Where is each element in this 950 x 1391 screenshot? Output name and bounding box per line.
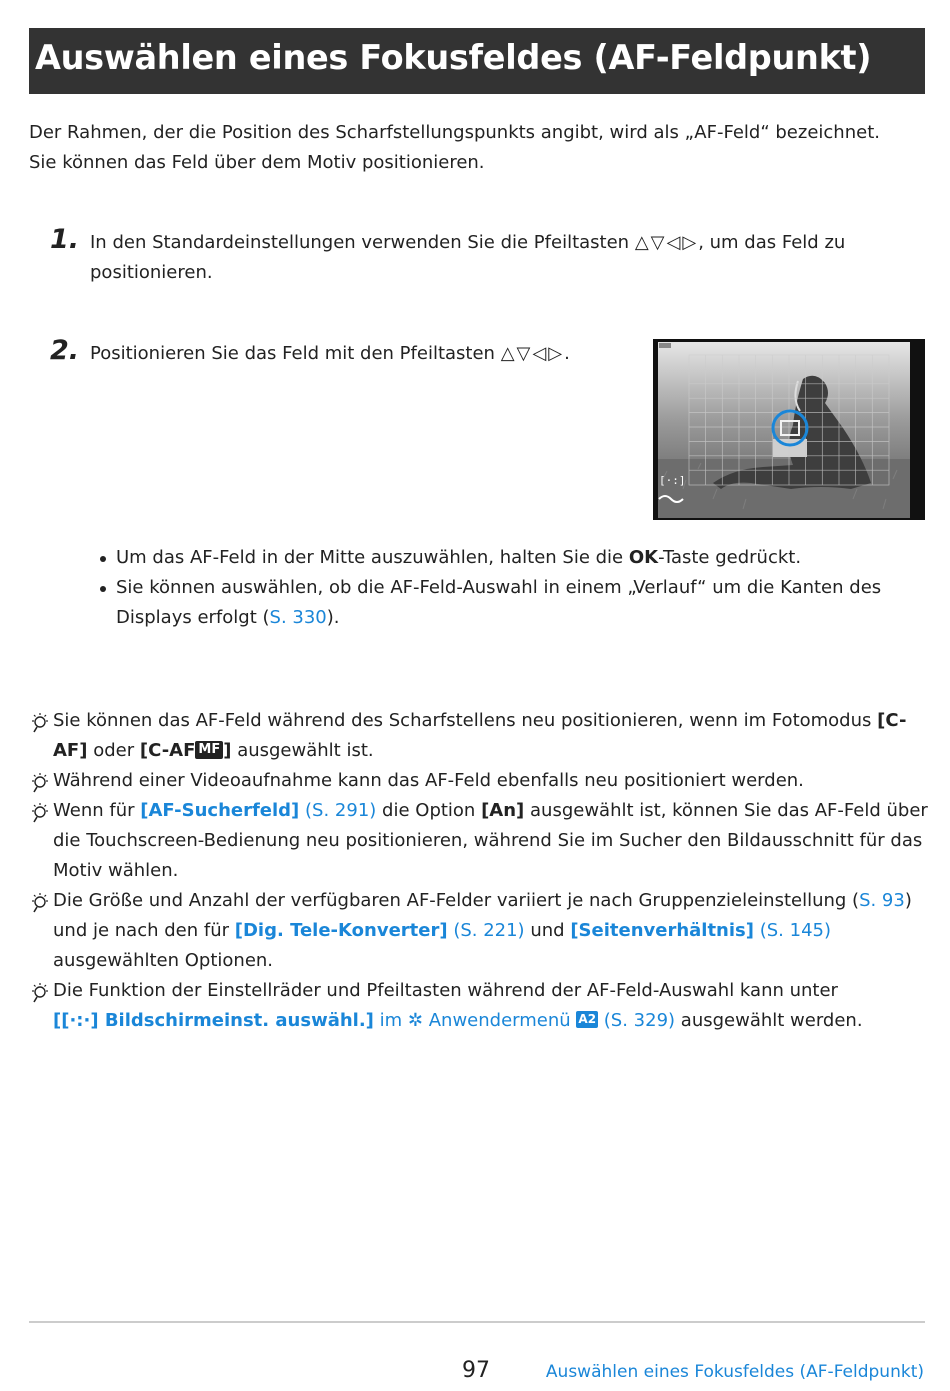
im-text: im — [379, 1010, 403, 1031]
tip-2 — [29, 766, 929, 796]
svg-text:[·:]: [·:] — [659, 474, 686, 487]
tip-icon — [29, 892, 51, 914]
page-link[interactable]: (S. 329) — [603, 1010, 676, 1031]
step-2-text-a: Positionieren Sie das Feld mit den Pfeiltasten — [90, 343, 495, 364]
step-1-text-c: positionieren. — [90, 262, 213, 283]
tip-icon — [29, 802, 51, 824]
list-item — [98, 573, 898, 633]
step-2-text — [90, 339, 630, 369]
c-af-mf-label: [C-AF — [139, 740, 196, 761]
tip-icon — [29, 982, 51, 1004]
tip-5 — [29, 976, 929, 1036]
tip-1 — [29, 706, 929, 766]
tip-3-text-c: ausgewählt ist, können Sie das AF-Feld über die Touchscreen-Bedienung neu positionieren, während Sie im Sucher den Bildausschnitt für das Motiv wählen. — [53, 800, 928, 881]
gear-icon: ✲ — [407, 1010, 423, 1031]
tip-3 — [29, 796, 929, 886]
title-bar — [29, 28, 925, 94]
arrow-keys-icon: △▽◁▷ — [500, 343, 565, 364]
bullet-1-text-b: -Taste gedrückt. — [658, 547, 802, 568]
tip-3-text-b: die Option — [382, 800, 476, 821]
step-1-number: 1. — [50, 224, 80, 255]
page-link[interactable]: S. 93 — [859, 890, 905, 911]
tip-1-text-b: oder — [93, 740, 135, 761]
tip-4-text-c: und — [530, 920, 565, 941]
bullet-2-text: Sie können auswählen, ob die AF-Feld-Auswahl in einem „Verlauf“ um die Kanten des Displays erfolgt ( — [116, 577, 882, 628]
anwendermenue-link[interactable]: Anwendermenü — [428, 1010, 571, 1031]
ok-key-label: OK — [628, 547, 659, 568]
tip-4-text-d: ausgewählten Optionen. — [53, 950, 274, 971]
tip-4 — [29, 886, 929, 976]
page-title: Auswählen eines Fokusfeldes (AF-Feldpunkt) — [35, 38, 872, 77]
arrow-keys-icon: △▽◁▷ — [634, 232, 699, 253]
tip-5-text: Die Funktion der Einstellräder und Pfeiltasten während der AF-Feld-Auswahl kann unter — [53, 980, 838, 1001]
c-af-label: [C-AF] — [53, 710, 907, 761]
page-link[interactable]: (S. 291) — [305, 800, 377, 821]
bullet-list — [98, 543, 898, 633]
camera-screen-illustration — [653, 339, 925, 520]
step-1-text — [90, 228, 890, 288]
c-af-mf-label-close: ] — [223, 740, 232, 761]
step-1-text-a: In den Standardeinstellungen verwenden Sie die Pfeiltasten — [90, 232, 630, 253]
bullet-1-text: Um das AF-Feld in der Mitte auszuwählen, halten Sie die — [116, 547, 624, 568]
mf-badge-icon: MF — [195, 741, 223, 759]
an-option-label: [An] — [481, 800, 525, 821]
bullet-2-text-b: ). — [326, 607, 340, 628]
bracket-open: [ — [53, 1010, 62, 1031]
tip-2-text: Während einer Videoaufnahme kann das AF-Feld ebenfalls neu positioniert werden. — [53, 770, 804, 791]
page-number: 97 — [462, 1358, 490, 1383]
tip-4-text-b: ) und je nach den für — [53, 890, 912, 941]
tip-1-text: Sie können das AF-Feld während des Scharfstellens neu positionieren, wenn im Fotomodus — [53, 710, 872, 731]
af-field-photo — [653, 339, 925, 520]
footer-section-link[interactable]: Auswählen eines Fokusfeldes (AF-Feldpunkt) — [545, 1362, 924, 1382]
bildschirmeinst-label: Bildschirmeinst. auswähl.] — [98, 1010, 374, 1031]
af-frame-icon: [·:·] — [61, 1010, 99, 1031]
page-link[interactable]: (S. 221) — [453, 920, 525, 941]
list-item — [98, 543, 898, 573]
footer-divider — [29, 1321, 925, 1323]
step-2-text-b: . — [564, 343, 570, 364]
a2-badge-icon: A2 — [578, 1012, 597, 1026]
page-link[interactable]: S. 330 — [269, 607, 327, 628]
page-link[interactable]: (S. 145) — [759, 920, 832, 941]
intro-paragraph: Der Rahmen, der die Position des Scharfstellungspunkts angibt, wird als „AF-Feld“ bezeichnet. Sie können das Feld über dem Motiv positionieren. — [29, 122, 880, 173]
tip-icon — [29, 712, 51, 734]
tip-3-text: Wenn für — [53, 800, 135, 821]
step-2-number: 2. — [50, 335, 80, 366]
tip-5-text-b: ausgewählt werden. — [680, 1010, 863, 1031]
step-1-text-b: , um das Feld zu — [698, 232, 846, 253]
seitenverhaeltnis-link[interactable]: [Seitenverhältnis] — [570, 920, 754, 941]
bildschirmeinst-link[interactable] — [53, 1010, 374, 1031]
tips-section — [29, 706, 929, 1036]
tip-icon — [29, 772, 51, 794]
dig-tele-konverter-link[interactable]: [Dig. Tele-Konverter] — [234, 920, 448, 941]
tip-4-text: Die Größe und Anzahl der verfügbaren AF-Felder variiert je nach Gruppenzieleinstellung ( — [53, 890, 860, 911]
tip-1-text-c: ausgewählt ist. — [237, 740, 374, 761]
af-sucherfeld-link[interactable]: [AF-Sucherfeld] — [140, 800, 300, 821]
